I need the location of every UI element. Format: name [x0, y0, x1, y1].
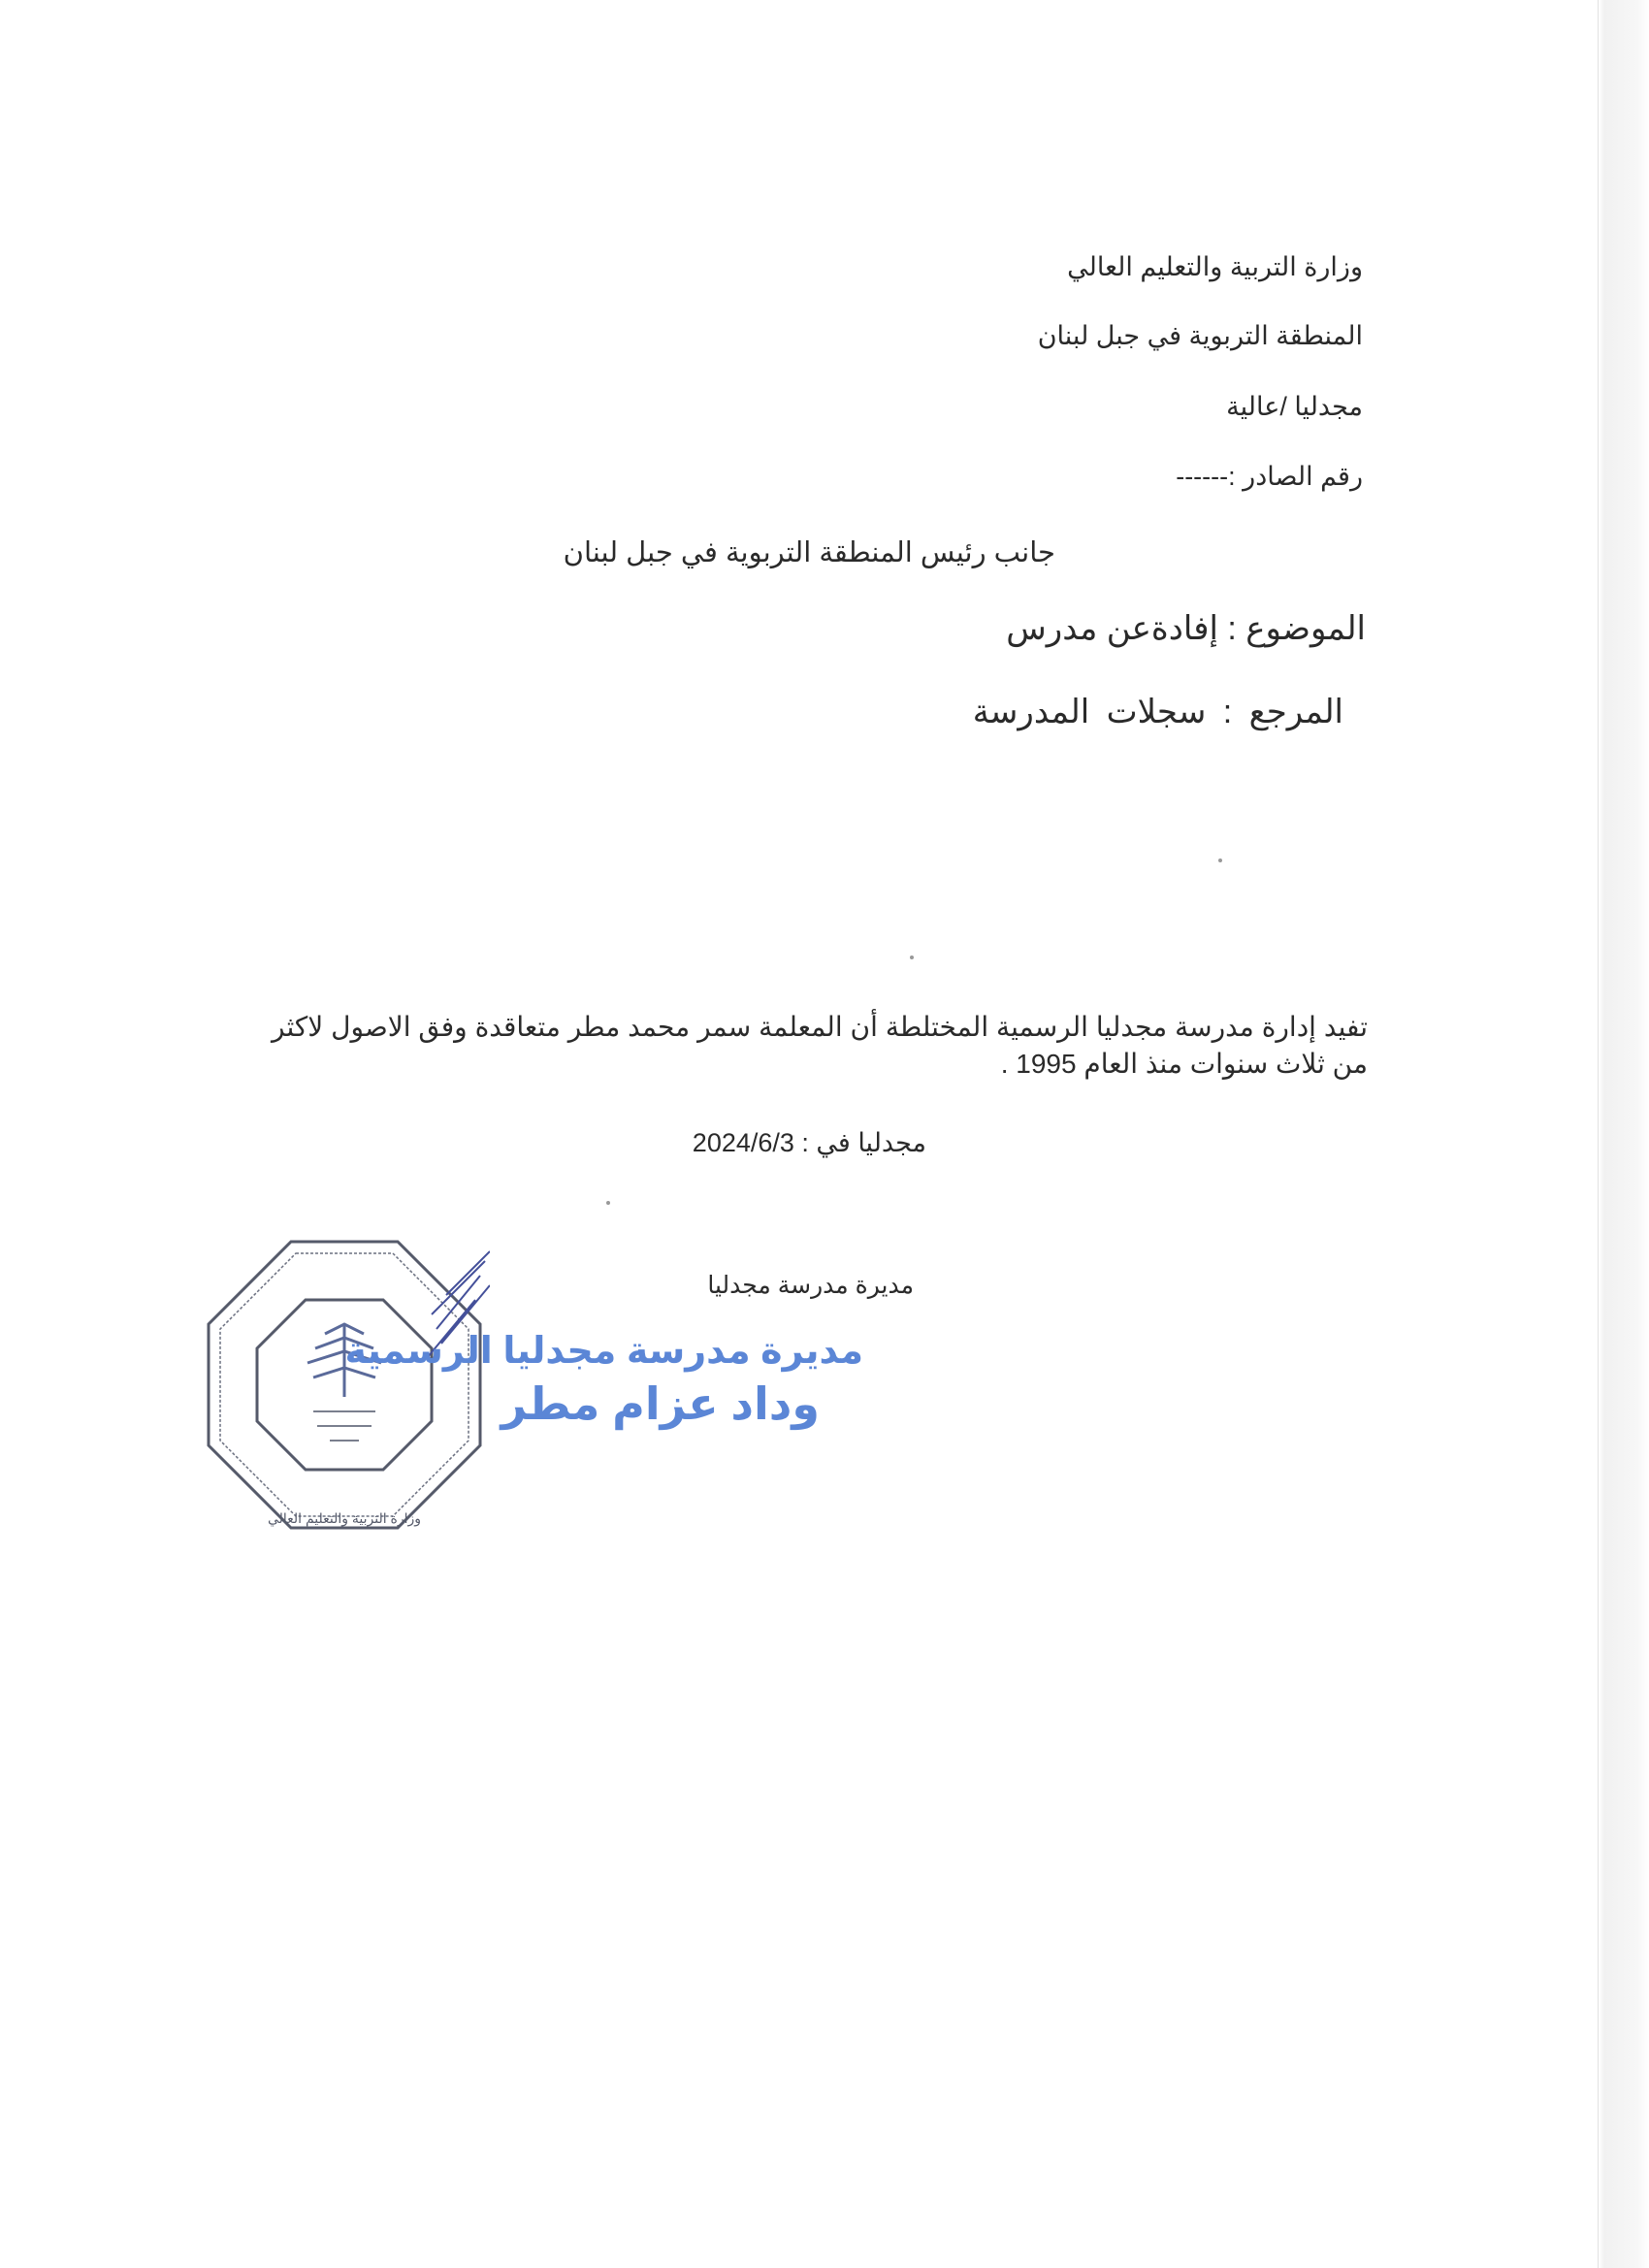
addressee: جانب رئيس المنطقة التربوية في جبل لبنان: [563, 537, 1055, 568]
school-seal: [199, 1237, 490, 1533]
subject-line: الموضوع : إفادةعن مدرس: [1006, 610, 1366, 647]
scan-speck: [1218, 859, 1222, 862]
seal-text: وزارة التربية والتعليم العالي: [267, 1510, 422, 1526]
stamp-line-2: وداد عزام مطر: [501, 1378, 820, 1429]
ministry-name: وزارة التربية والتعليم العالي: [1067, 252, 1363, 281]
region-name: المنطقة التربوية في جبل لبنان: [1037, 321, 1363, 350]
date-line: مجدليا في : 2024/6/3: [692, 1128, 926, 1157]
scan-speck: [910, 956, 914, 959]
reference-line: المرجع : سجلات المدرسة: [972, 694, 1343, 730]
school-location: مجدليا /عالية: [1226, 392, 1363, 421]
signatory-title: مديرة مدرسة مجدليا: [707, 1272, 914, 1299]
scan-edge: [1598, 0, 1649, 2268]
outgoing-number: رقم الصادر :------: [1176, 462, 1363, 491]
scan-speck: [606, 1201, 610, 1205]
stamp-line-1: مديرة مدرسة مجدليا الرسمية: [344, 1331, 863, 1372]
certificate-body: تفيد إدارة مدرسة مجدليا الرسمية المختلطة أن المعلمة سمر محمد مطر متعاقدة وفق الاصول لاكثر من ثلاث سنوات منذ العام 1995 .: [272, 1012, 1369, 1079]
